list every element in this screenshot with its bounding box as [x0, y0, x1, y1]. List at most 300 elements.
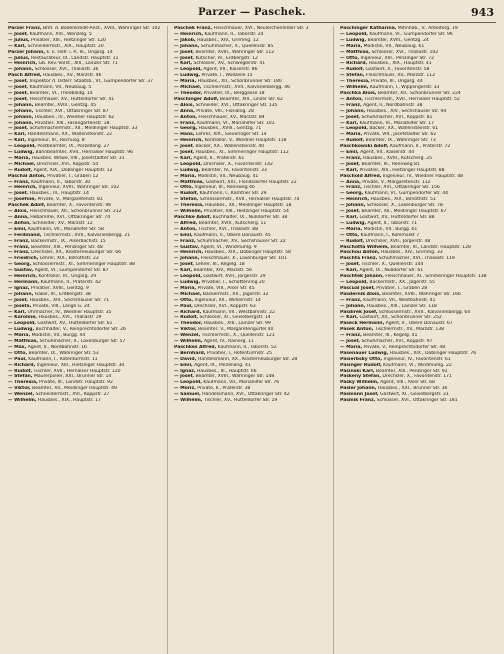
entry-details: Hebamme, XVI., Ottakringer Str. 74 [30, 215, 111, 220]
entry-details: Gastwirt, XVII., Jörgerstr. 29 [203, 274, 266, 280]
entry-name: — Franz, [8, 250, 30, 256]
entry-details: Gastwirt, XXI., Floridsdorfer Hauptstr. 22 [205, 179, 297, 185]
entry-details: Beamter, XVIII., Währinger Str. 148 [195, 374, 275, 380]
entry-details: Bäckermstr., XX., Jägerstr. 32 [202, 291, 269, 297]
entry-details: Fleischhauer, X., Laxenburger Str. 101 [200, 256, 287, 262]
entry-name: — Matthias, [340, 49, 371, 55]
entry-name: — Rudolf, [8, 368, 33, 374]
entry-details: Kaufmann, VII., Westbahnstr. 22 [202, 309, 275, 315]
entry-details: Schlossermstr., XI., Simmeringer Hauptstr. 88 [32, 262, 136, 268]
entry-details: Hausbes., XIX., Hauptstr. 17 [37, 398, 101, 404]
entry-details: Kaufmann, VI., Gumpendorfer Str. 44 [364, 191, 448, 197]
entry-details: Private, I., Wollzeile 15 [201, 73, 253, 79]
entry-details: Kaufmann, VII., Neubaug. 5 [29, 85, 92, 91]
entry-name: — Michael, [8, 161, 36, 167]
entry-details: Gastwirt, XV., Hütteldorfer Str. 88 [359, 215, 435, 220]
entry-name: — Karl, [8, 132, 27, 138]
entry-name: — Michael, [174, 291, 202, 297]
entry-details: Hausbes., XIV., Sechshauser Str. 94 [366, 108, 447, 114]
entry-name: — Heinrich, [8, 185, 38, 191]
entry-details: Hausbes., IV., Wiedner Hauptstr. 62 [34, 114, 115, 120]
entry-details: Ingenieur, XIII., Penzinger Str. 72 [360, 55, 435, 61]
entry-details: Beamter, XVIII., Kutscherg. 11 [198, 220, 267, 226]
entry-name: — Franz, [8, 244, 30, 250]
entry-name: — Josefine, [8, 197, 37, 203]
entry-name: — Heinrich, [174, 31, 204, 37]
entry-name: — Otto, [340, 232, 360, 238]
entry-name: — Leopold, [174, 380, 202, 386]
entry-name: — Heinrich, [8, 274, 38, 280]
entry-name: — Richard, [174, 309, 202, 315]
entry-name: — Maria, [174, 79, 197, 85]
entry-name: — Maria, [8, 333, 31, 339]
entry-name: — Johann, [8, 67, 34, 73]
entry-name: — Heinrich, [8, 61, 38, 67]
entry-name: — Josef, [340, 262, 361, 268]
entry-details: Kaufmann, II., Obere Donaustr. 45 [194, 232, 271, 238]
entry-details: Tischler, XVII., Hernalser Hauptstr. 120 [33, 368, 121, 374]
entry-name: — Maria, [174, 285, 197, 291]
directory-entry [174, 398, 330, 404]
entry-name: — Paul, [8, 356, 27, 362]
entry-details: Mitinhab., V., Arbeiterg. 19 [397, 26, 458, 31]
entry-details: Privatier, I., Graben 28 [376, 285, 428, 291]
entry-name: — Leopold, [340, 126, 368, 132]
entry-name: Paschkes Alfred, [174, 344, 217, 350]
entry-name: — Franz, [340, 185, 362, 191]
entry-details: Schuhmacher, XV., Sechshauser Str. 22 [197, 238, 286, 244]
entry-name: — Alois, [8, 209, 29, 215]
entry-details: Schneidermstr., XVI., Koppstr. 27 [35, 392, 110, 398]
entry-details: Beamter, VI., Theobaldg. 14 [29, 90, 93, 96]
entry-details: Hausbes., XIV., Sechshauser Str. 71 [29, 297, 109, 303]
entry-details: Agent, VIII., Alser Str. 68 [380, 380, 435, 386]
entry-name: — Josef, [8, 126, 29, 132]
entry-name: — Theodor, [174, 90, 203, 96]
entry-name: Paschkowski Adolf, [340, 144, 389, 150]
entry-details: Fleischhauer, XV., Hütteldorfer Str. 41 [29, 96, 115, 102]
entry-details: Uhrmacher, IV., Wiedner Hauptstr. 35 [27, 309, 112, 315]
entry-name: — Richard, [340, 61, 368, 67]
entry-name: — Viktor, [174, 327, 197, 333]
entry-name: — Samuel, [174, 392, 201, 398]
entry-details: Schlossermstr., XVII., Hernalser Hauptstr. 74 [199, 197, 300, 203]
entry-details: Private, VIII., Lange G. 24 [32, 303, 90, 309]
entry-details: Ingenieur, IV., Wiedner Hauptstr. 48 [382, 173, 463, 179]
entry-details: Beamter, IX., Währinger Str. 73 [365, 138, 436, 144]
entry-details: Beamter, III., Rennweg 81 [361, 161, 420, 167]
entry-name: Paschek Franz, [174, 26, 213, 31]
entry-details: Ingenieur, XII., Wilhelmstr. 14 [194, 297, 261, 303]
entry-name: — Franz, [8, 179, 30, 185]
directory-entry [340, 398, 496, 404]
page-number: 943 [471, 6, 494, 19]
entry-details: Gastwirt, XI., Geiselbergstr. 31 [380, 392, 449, 398]
entry-name: — Leopold, [340, 279, 368, 285]
entry-details: Private, V., Margaretenstr. 81 [37, 197, 103, 203]
entry-name: — Jakob, [174, 37, 196, 43]
entry-name: Pasdirek Josef, [340, 309, 378, 315]
entry-details: Lehrer, III., Kegelg. 18 [195, 262, 245, 268]
entry-name: Pasler Johann, [340, 386, 377, 392]
entry-name: — Otto, [174, 297, 194, 303]
entry-details: Agent, XIX., Döblinger Hauptstr. 12 [33, 167, 113, 173]
entry-details: Hausbes., III., Hauptstr. 14 [29, 191, 89, 197]
entry-name: — Emil, [174, 232, 193, 238]
entry-name: — Josef, [340, 209, 361, 215]
entry-name: Paschou Anton, [340, 250, 380, 256]
entry-details: Schuhmacher, XVI., Koppstr. 81 [361, 114, 433, 120]
entry-details: Hausbes., XIX., Billrothstr. 51 [370, 197, 436, 203]
entry-details: Fleischhauer, XI., Simmeringer Hauptstr. 138 [385, 274, 487, 280]
entry-name: — Josef, [174, 374, 195, 380]
entry-details: Beamter, XVIII., Währinger Str. 166 [382, 291, 461, 297]
entry-name: — Josef, [340, 161, 361, 167]
entry-details: Schuhmachermstr., XII., Meidlinger Hauptstr. 33 [29, 126, 138, 132]
entry-name: — Josef, [8, 79, 29, 85]
entry-name: — Bernhard, [174, 350, 206, 356]
entry-name: — Rudolf, [174, 315, 199, 321]
entry-name: Pasinger Rudolf, [340, 362, 382, 368]
entry-details: Hausbes., XIV., Grimmg. 33 [381, 250, 443, 256]
entry-details: Schlossermstr., XVII., Kalvarienbergg. 64 [378, 309, 471, 315]
entry-name: — Ludwig, [8, 327, 35, 333]
entry-details: Tischlermstr., XVII., Kalvarienbergg. 46 [202, 85, 290, 91]
entry-name: — Viktor, [8, 386, 31, 392]
entry-name: — Franz, [174, 120, 196, 126]
entry-name: — Ludwig, [174, 73, 201, 79]
entry-details: Beamter, XVIII., Gentzg. 45 [34, 102, 96, 108]
entry-details: Inspektor d. Österr. Staatsb., VI., Gumpendorfer Str. 37 [29, 79, 154, 85]
entry-details: Privatier, XIII., Hietzinger Hauptstr. 88 [359, 167, 445, 173]
entry-name: — David, [174, 356, 197, 362]
entry-name: — Ignaz, [174, 368, 196, 374]
entry-name: — Josef, [174, 55, 195, 61]
entry-name: — Theodor, [174, 321, 203, 327]
entry-details: Agent, II., Nordbahnstr. 38 [363, 102, 423, 108]
entry-details: Kaufmann, I., Kohlmarkt 7 [360, 232, 420, 238]
entry-name: — Heinrich, [174, 250, 204, 256]
entry-details: Beamter, XIV., Märzstr. 56 [193, 268, 252, 274]
entry-details: Beamter, XII., Meidlinger Hauptstr. 49 [31, 386, 117, 392]
entry-details: Beamter, XVIII., Gentzg. 24 [367, 37, 429, 43]
entry-details: Lehrer, XIX., Billrothstr. 23 [39, 256, 99, 262]
entry-details: Agent, II., Praterstr. 61 [193, 155, 245, 161]
entry-name: Pasierbsky Otto, [340, 356, 383, 362]
entry-name: Pasdernik Alois, [340, 291, 381, 297]
entry-name: Paschinger Adolf, [174, 96, 219, 102]
entry-details: Agent, II., Nordbahnstr. 16 [27, 344, 87, 350]
entry-details: Fiaker, III., Erdbergstr. 38 [34, 291, 91, 297]
entry-name: — Anton, [8, 220, 31, 226]
entry-details: Schneider, XVI., Ottakringer Str. 135 [195, 102, 278, 108]
entry-name: Pasmik Franz, [340, 398, 376, 404]
entry-details: Private, V., Margaretenstr. 112 [362, 179, 431, 185]
entry-name: — Franz, [340, 102, 362, 108]
entry-name: — Johann, [8, 120, 34, 126]
entry-name: — Emil, [8, 226, 27, 232]
entry-name: — Franz, [340, 297, 362, 303]
entry-details: Handelsmann, XVI., Ottakringer Str. 42 [202, 392, 290, 398]
entry-details: Agent, VII., Kaiserstr. 86 [203, 67, 258, 73]
entry-details: Schlosser, XV., Schweglerstr. 41 [193, 61, 266, 67]
entry-name: — Heinrich, [340, 197, 370, 203]
entry-details: Agent, IV., Rainerg. 11 [203, 339, 254, 345]
entry-details: Schneider, XV., Märzstr. 12 [32, 220, 93, 226]
entry-name: Pasinski Karl, [340, 368, 375, 374]
entry-details: Agent, IX., Nußdorfer Str. 61 [359, 268, 424, 274]
entry-details: Drechsler, XVII., Jörgerstr. 48 [365, 238, 431, 244]
entry-name: — Josefa, [8, 303, 32, 309]
directory-column-right [340, 26, 496, 654]
entry-details: Kaufmann, VI., Mariahilfer Str. 101 [197, 120, 275, 126]
entry-name: — Leopold, [8, 321, 36, 327]
entry-name: Paschta Franz, [340, 256, 378, 262]
entry-details: Hausbes. Witwe, VIII., Josefstädter Str. 31 [31, 155, 125, 161]
entry-name: Paschold Alfred, [340, 173, 382, 179]
entry-details: Ingenieur, XIII., Hietzinger Hauptstr. 30 [36, 362, 125, 368]
entry-name: — Hans, [174, 132, 195, 138]
entry-details: Hausbes., XIX., Hauptstr. 41 [368, 61, 432, 67]
entry-details: Ingenieur, III., Rennweg 46 [194, 185, 255, 191]
entry-details: Tischler, X., Quellenstr. 144 [361, 262, 424, 268]
entry-details: Gastwirt, XV., Hütteldorfer Str. 61 [37, 321, 113, 327]
entry-name: — Josef, [340, 339, 361, 345]
entry-details: Beamter, XVIII., Währinger Str. 112 [195, 49, 275, 55]
entry-name: — Theresia, [8, 380, 38, 386]
entry-name: — Rudolf, [340, 238, 365, 244]
entry-details: Drechsler, XVI., Koppstr. 63 [194, 303, 256, 309]
entry-details: Tischlermstr., XV., Märzstr. 138 [374, 327, 444, 333]
entry-name: Paschke Adolf, [174, 215, 212, 220]
entry-name: — Josef, [174, 262, 195, 268]
entry-name: — Johann, [174, 43, 200, 49]
entry-name: — Theresia, [340, 79, 370, 85]
entry-details: Tischler, XVI., Ottakringer Str. 87 [34, 108, 109, 114]
entry-name: — Johann, [340, 203, 366, 209]
entry-name: — Karl, [174, 61, 193, 67]
entry-details: Schuhmacher, X., Laxenburger Str. 57 [39, 339, 126, 345]
entry-name: — Johann, [340, 303, 366, 309]
entry-name: Parzer Franz, [8, 26, 42, 31]
entry-details: Fleischhauer, XVI., Neulerchenfelder Str. 3 [213, 26, 309, 31]
entry-details: Beamter, III., Landstr. Hauptstr. 128 [390, 244, 471, 250]
entry-details: Privatier, I., Schottenring 20 [201, 279, 265, 285]
entry-details: Privatier, I., Graben 12 [47, 173, 99, 179]
entry-name: — Heinrich, [174, 138, 204, 144]
entry-details: Private, II., Praterstr. 38 [197, 386, 251, 392]
entry-name: — Maria, [8, 155, 31, 161]
entry-details: Hausbes., XIX., Döblinger Hauptstr. 76 [389, 350, 477, 356]
entry-details: Schlosser, X., Laxenburger Str. 78 [366, 203, 443, 209]
entry-name: Pasenauer Ludwig, [340, 350, 389, 356]
entry-name: — Michael, [174, 85, 202, 91]
entry-name: — Josef, [174, 144, 195, 150]
entry-details: Private, III., Landstr. Hauptstr. 92 [39, 380, 113, 386]
entry-name: — Georg, [8, 262, 32, 268]
entry-name: — Karl, [340, 120, 359, 126]
entry-details: Agent, VI., Gumpendorfer Str. 87 [34, 268, 109, 274]
entry-details: Drechsler, XVI., Koppstr. 54 [36, 161, 99, 167]
entry-details: Hausbes., XVIII., Kutscherg. 25 [363, 155, 433, 161]
entry-name: — Stefan, [340, 73, 365, 79]
entry-name: — Gustav, [174, 244, 200, 250]
entry-details: Bmt. d. Bodenkredit-Anst., XVIII., Währinger Str. 102 [42, 26, 161, 31]
entry-details: Beamter, V., Margaretengürtel 40 [197, 327, 274, 333]
entry-details: Privatier, XVIII., Gentzg. 9 [31, 285, 89, 291]
entry-details: Hausbes., XVIII., Gentzg. 71 [198, 126, 262, 132]
entry-name: — Otto, [8, 350, 28, 356]
entry-details: Beamter, IX., Währinger Str. 53 [28, 350, 99, 356]
entry-details: Tischler, XVI., Ottakringer Str. 156 [363, 185, 440, 191]
entry-name: Paschinger Katharina, [340, 26, 397, 31]
entry-details: Kaufmann, I., Rotenturmstr. 11 [28, 356, 98, 362]
entry-name: — Wenzel, [8, 392, 35, 398]
entry-name: — Josef, [8, 96, 29, 102]
entry-name: — Anna, [8, 215, 29, 220]
entry-name: — Josef, [174, 49, 195, 55]
entry-name: Paschotta Wilhelm, [340, 244, 390, 250]
entry-details: Beamter, XIII., Penzinger Str. 48 [31, 244, 103, 250]
entry-name: — Johann, [340, 108, 366, 114]
entry-details: Hausbes., XII., Meidlinger Hauptstr. 18 [205, 203, 292, 209]
entry-details: Ingenieur, IV., Favoritenstr. 61 [383, 356, 451, 362]
entry-name: Paschka Alois, [340, 90, 377, 96]
entry-details: Schlosser, XVI., Ottakringer Str. 181 [376, 398, 458, 404]
entry-details: Bäcker, XX., Wallensteinstr. 40 [195, 144, 265, 150]
entry-name: — Josef, [8, 85, 29, 91]
entry-details: Private, III., Ungarg. 44 [371, 79, 423, 85]
entry-name: — Karl, [8, 43, 27, 49]
entry-name: Parzer Johann, [8, 49, 46, 55]
entry-name: — Paul, [174, 303, 193, 309]
entry-name: — Anton, [174, 114, 197, 120]
entry-details: Kaufmann, II., Taborstr. 52 [217, 344, 277, 350]
entry-name: — Emil, [340, 150, 359, 156]
entry-details: Modistin, VII., Burgg. 61 [363, 226, 418, 232]
entry-details: Buchhalter, IX., Nußdorfer Str. 38 [212, 215, 288, 220]
entry-details: Hausbes., XXI., Brünner Str. 36 [377, 386, 448, 392]
entry-details: Hausbes., XIX., Döblinger Hauptstr. 58 [204, 250, 291, 256]
entry-details: Tischlermstr., XVII., Hernalser Hauptstr. 52 [364, 96, 460, 102]
entry-name: — Wilhelm, [174, 209, 203, 215]
entry-name: — Leopold, [174, 67, 202, 73]
entry-details: Ingenieur, XVIII., Währinger Str. 102 [38, 185, 120, 191]
entry-name: — Ludwig, [174, 279, 201, 285]
entry-name: — Franz, [340, 155, 362, 161]
entry-name: — Leopold, [340, 31, 368, 37]
entry-name: Paseck Hermann, [340, 321, 385, 327]
directory-entry [8, 398, 164, 404]
entry-details: Bäckermstr., IX., Alserbachstr. 15 [31, 238, 106, 244]
entry-name: — Johann, [8, 102, 34, 108]
entry-name: — Maria, [174, 173, 197, 179]
entry-details: Bahnbeamter, XVII., Hernalser Hauptstr. 96 [35, 150, 134, 156]
entry-name: — Rudolf, [340, 67, 365, 73]
entry-name: — Ludwig, [8, 150, 35, 156]
entry-name: — Ignaz, [8, 285, 30, 291]
entry-details: Gb. Rev.-Vorst., XIII., Lainzer Str. 71 [38, 61, 118, 67]
entry-details: Private, VIII., Florianig. 28 [196, 108, 254, 114]
entry-details: Drechsler, XX., Klosterneuburger Str. 66 [31, 250, 121, 256]
entry-details: Schuhmacher, X., Quellenstr. 85 [200, 43, 274, 49]
entry-details: Private, VIII., Josefstädter Str. 62 [363, 132, 437, 138]
entry-name: — Georg, [174, 126, 198, 132]
entry-details: Kaufmann, II., Praterstr. 42 [40, 279, 101, 285]
entry-details: Beamter, X., Favoritenstr. 96 [46, 203, 112, 209]
entry-name: — Anna, [340, 179, 361, 185]
entry-name: — Rudolf, [174, 191, 199, 197]
entry-details: Gastwirt, XII., Schönbrunner Str. 252 [359, 315, 442, 321]
entry-name: — Leopold, [174, 161, 202, 167]
entry-details: Hausbes., XI., Simmeringer Hauptstr. 112 [195, 150, 289, 156]
entry-details: Kontrollor, V., Wiedner Hauptstr. 118 [204, 138, 287, 144]
entry-details: Modistin, VII., Neubaug. 61 [363, 43, 425, 49]
entry-name: — Wilhelm, [174, 398, 203, 404]
entry-details: Tischlermstr., X., Quellenstr. 121 [201, 333, 275, 339]
entry-name: — Ludwig, [340, 37, 367, 43]
entry-details: Privatier, XIII., Hietzinger Str. 120 [31, 37, 106, 43]
page-header [8, 6, 496, 23]
entry-name: — Julius, [8, 37, 30, 43]
entry-name: — Johann, [8, 114, 34, 120]
entry-details: Handelsmann, XX., Wallensteinstr. 22 [27, 132, 113, 138]
entry-name: — Anton, [174, 226, 197, 232]
entry-name: — Stefan, [8, 374, 33, 380]
entry-details: Bäcker, XX., Wallensteinstr. 61 [369, 126, 439, 132]
entry-name: — Friedrich, [8, 256, 39, 262]
entry-details: Schneidermstr., XIX., Hauptstr. 20 [27, 43, 104, 49]
entry-details: Hausbes., III., Hauptstr. 66 [197, 368, 257, 374]
entry-details: Kaufmann, XVI., Wenzelg. 5 [29, 31, 92, 37]
entry-name: — Matthias, [8, 339, 39, 345]
entry-name: — Leopold, [8, 144, 36, 150]
entry-name: — Johann, [8, 108, 34, 114]
entry-name: — Otto, [340, 55, 360, 61]
entry-name: — Anna, [174, 108, 195, 114]
entry-name: — Hermann, [8, 279, 40, 285]
entry-details: Handelsmann, XX., Klosterneuburger Str. 28 [197, 356, 298, 362]
entry-name: — Karl, [340, 215, 359, 220]
entry-name: — Stefan, [174, 197, 199, 203]
entry-details: Schuhmacher, XVI., Koppstr. 97 [361, 339, 433, 345]
entry-name: — Josef, [340, 114, 361, 120]
entry-details: Modistin, VII., Neubaug. 41 [197, 173, 259, 179]
entry-details: Agent, IX., Porzellang. 41 [194, 362, 251, 368]
entry-details: Beamter, XIII., Linzer Str. 62 [219, 96, 283, 102]
running-head: Parzer — Paschek. [198, 7, 306, 18]
entry-details: Kaufmann, VII., Mariahilfer Str. 58 [28, 226, 104, 232]
entry-details: Schuhmacher, XVI., Thaliastr. 119 [378, 256, 455, 262]
entry-name: — Julius, [8, 55, 30, 61]
entry-name: — Theresia, [174, 203, 204, 209]
entry-details: Agent, VII., Kaiserstr. 44 [360, 150, 415, 156]
entry-name: — Anton, [340, 96, 363, 102]
entry-details: Hausbes., XVI., Thaliastr. 19 [38, 315, 102, 321]
entry-name: — Franz, [174, 238, 196, 244]
entry-name: — Gustav, [8, 268, 34, 274]
entry-name: — Max, [8, 344, 27, 350]
entry-details: Hausbes., XIII., Lainzer Str. 118 [366, 303, 437, 309]
entry-details: Fleischhauer, XV., Märzstr. 84 [198, 114, 265, 120]
entry-details: Beamter, XII., Schönbrunner Str. 224 [377, 90, 461, 96]
entry-name: — Wilhelm, [340, 85, 369, 91]
entry-name: — Moriz, [174, 386, 196, 392]
entry-name: Pasch Alfred, [8, 73, 42, 79]
entry-name: — Wenzel, [174, 333, 201, 339]
entry-name: Paschek Adolf, [8, 203, 46, 209]
entry-details: Kaufmann, II., Praterstr. 72 [389, 144, 451, 150]
